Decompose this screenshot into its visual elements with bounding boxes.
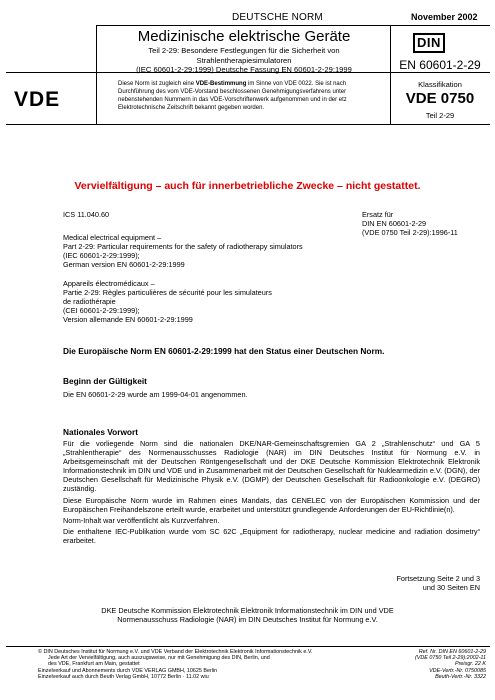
replaces-line: DIN EN 60601-2-29 [362, 219, 427, 228]
header-rule [96, 25, 490, 26]
french-line: (CEI 60601-2-29:1999); [63, 306, 140, 315]
footer-line: Jede Art der Vervielfältigung, auch auszugsweise, nur mit Genehmigung des DIN, Berlin, und [48, 655, 270, 662]
french-line: Appareils électromédicaux – [63, 279, 155, 288]
notice-text: Diese Norm ist zugleich eine [118, 81, 196, 87]
english-line: Part 2-29: Particular requirements for the safety of radiotherapy simulators [63, 242, 303, 251]
footer-rule [6, 646, 490, 647]
subtitle-line: Teil 2-29: Besondere Festlegungen für die Sicherheit von [148, 46, 340, 55]
copy-prohibition-banner: Vervielfältigung – auch für innerbetriebliche Zwecke – nicht gestattet. [74, 180, 421, 192]
notice-text: im Sinne von VDE 0022. Sie ist nach [246, 81, 347, 87]
din-logo: DIN [413, 33, 445, 53]
english-line: German version EN 60601-2-29:1999 [63, 260, 185, 269]
vde-logo: VDE [14, 88, 61, 111]
publication-date: November 2002 [411, 12, 478, 22]
responsible-committees [40, 606, 455, 625]
foreword-paragraph: Für die vorliegende Norm sind die nationalen DKE/NAR-Gemeinschaftsgremien GA 2 „Strahlenschutz“ und GA 5 „Strahlentherapie“ des Normenausschusses Radiologie (NAR) im DIN Deutsches Institut für Normung e.V. in Arbeitsgemeinschaft mit der Deutschen Röntgengesellschaft und der DKE Deutsche Kommission Elektrotechnik Elektronik Informationstechnik im DIN und VDE und in Zusammenarbeit mit der Deutschen Gesellschaft für Nuklearmedizin e.V. (DGN), der Deutschen Gesellschaft für Medizinische Physik e.V. (DGMP) der Deutschen Gesellschaft für Radioonkologie e.V. (DEGRO) zuständig. [63, 439, 480, 494]
french-line: Partie 2-29: Règles particulières de sécurité pour les simulateurs [63, 288, 272, 297]
notice-block-rule [6, 124, 490, 125]
continuation-line: Fortsetzung Seite 2 und 3 [396, 574, 480, 583]
validity-heading: Beginn der Gültigkeit [63, 376, 147, 386]
english-line: Medical electrical equipment – [63, 233, 162, 242]
french-line: Version allemande EN 60601-2-29:1999 [63, 315, 193, 324]
left-column-rule [96, 25, 97, 124]
copyright-footer [38, 649, 378, 680]
continuation-line: und 30 Seiten EN [422, 583, 480, 592]
foreword-paragraph: Die enthaltene IEC-Publikation wurde vom SC 62C „Equipment for radiotherapy, nuclear medicine and radiation dosimetry“ erarbeitet. [63, 526, 480, 545]
footer-line: Ref. Nr. DIN EN 60601-2-29 [418, 649, 486, 655]
footer-line: © DIN Deutsches Institut für Normung e.V. und VDE Verband der Elektrotechnik Elektronik Informationstechnik e.V. [38, 649, 313, 655]
notice-line: Durchführung des vom VDE-Vorstand beschlossenen Genehmigungsverfahrens unter [118, 89, 347, 95]
french-line: de radiothérapie [63, 297, 116, 306]
right-column-rule [390, 25, 391, 124]
footer-line: Beuth-Vertr.-Nr. 3322 [435, 673, 486, 680]
notice-bold: VDE-Bestimmung [195, 81, 247, 87]
status-statement: Die Europäische Norm EN 60601-2-29:1999 hat den Status einer Deutschen Norm. [63, 346, 385, 356]
replaces-block [362, 210, 458, 237]
reference-footer [380, 649, 486, 680]
continuation-note [360, 574, 480, 592]
english-title-block [63, 233, 303, 269]
document-title: Medizinische elektrische Geräte [137, 28, 351, 45]
classification-part: Teil 2-29 [425, 111, 455, 120]
footer-line: Einzelverkauf auch durch Beuth Verlag GmbH, 10772 Berlin · 11.02 wiu [38, 673, 209, 680]
validity-text: Die EN 60601-2-29 wurde am 1999-04-01 angenommen. [63, 390, 248, 399]
committee-line: DKE Deutsche Kommission Elektrotechnik Elektronik Informationstechnik im DIN und VDE [101, 606, 394, 615]
notice-line: nebenstehenden Nummern in das VDE-Vorschriftenwerk aufgenommen und in der etz [118, 97, 347, 103]
vde-notice [118, 80, 383, 112]
footer-line: (VDE 0750 Teil 2-29):2002-11 [414, 655, 486, 662]
standard-type: DEUTSCHE NORM [232, 12, 323, 23]
document-subtitle [98, 46, 390, 75]
national-foreword [63, 439, 480, 547]
notice-line [118, 80, 383, 88]
foreword-paragraph: Norm-Inhalt war veröffentlicht als Kurzverfahren. [63, 515, 220, 525]
replaces-line: (VDE 0750 Teil 2-29):1996-11 [362, 228, 458, 237]
ics-code: ICS 11.040.60 [63, 210, 110, 219]
footer-line: des VDE, Frankfurt am Main, gestattet [48, 661, 140, 668]
footer-line: Preisgr. 22 K [455, 661, 486, 668]
subtitle-line: Strahlentherapiesimulatoren [196, 55, 292, 65]
french-title-block [63, 279, 272, 324]
committee-line: Normenausschuss Radiologie (NAR) im DIN Deutsches Institut für Normung e.V. [117, 615, 378, 625]
footer-line: VDE-Vertr.-Nr. 0750085 [429, 667, 486, 674]
replaces-line: Ersatz für [362, 210, 394, 219]
subtitle-line: (IEC 60601-2-29:1999) Deutsche Fassung EN 60601-2-29:1999 [136, 65, 352, 74]
footer-line: Einzelverkauf und Abonnements durch VDE VERLAG GMBH, 10625 Berlin [38, 667, 218, 674]
english-line: (IEC 60601-2-29:1999); [63, 251, 140, 260]
classification-label: Klassifikation [418, 80, 462, 89]
notice-line: Elektrotechnische Zeitschrift bekannt gegeben worden. [118, 105, 265, 111]
national-foreword-heading: Nationales Vorwort [63, 427, 138, 437]
foreword-paragraph: Diese Europäische Norm wurde im Rahmen eines Mandats, das CENELEC von der Europäischen Kommission und der Europäischen Freihandelszone erteilt wurde, erarbeitet und unterstützt grundlegende Anforderungen der EU-Richtlinie(n). [63, 495, 480, 514]
din-standard-code: EN 60601-2-29 [399, 58, 481, 72]
classification-number: VDE 0750 [405, 90, 475, 107]
